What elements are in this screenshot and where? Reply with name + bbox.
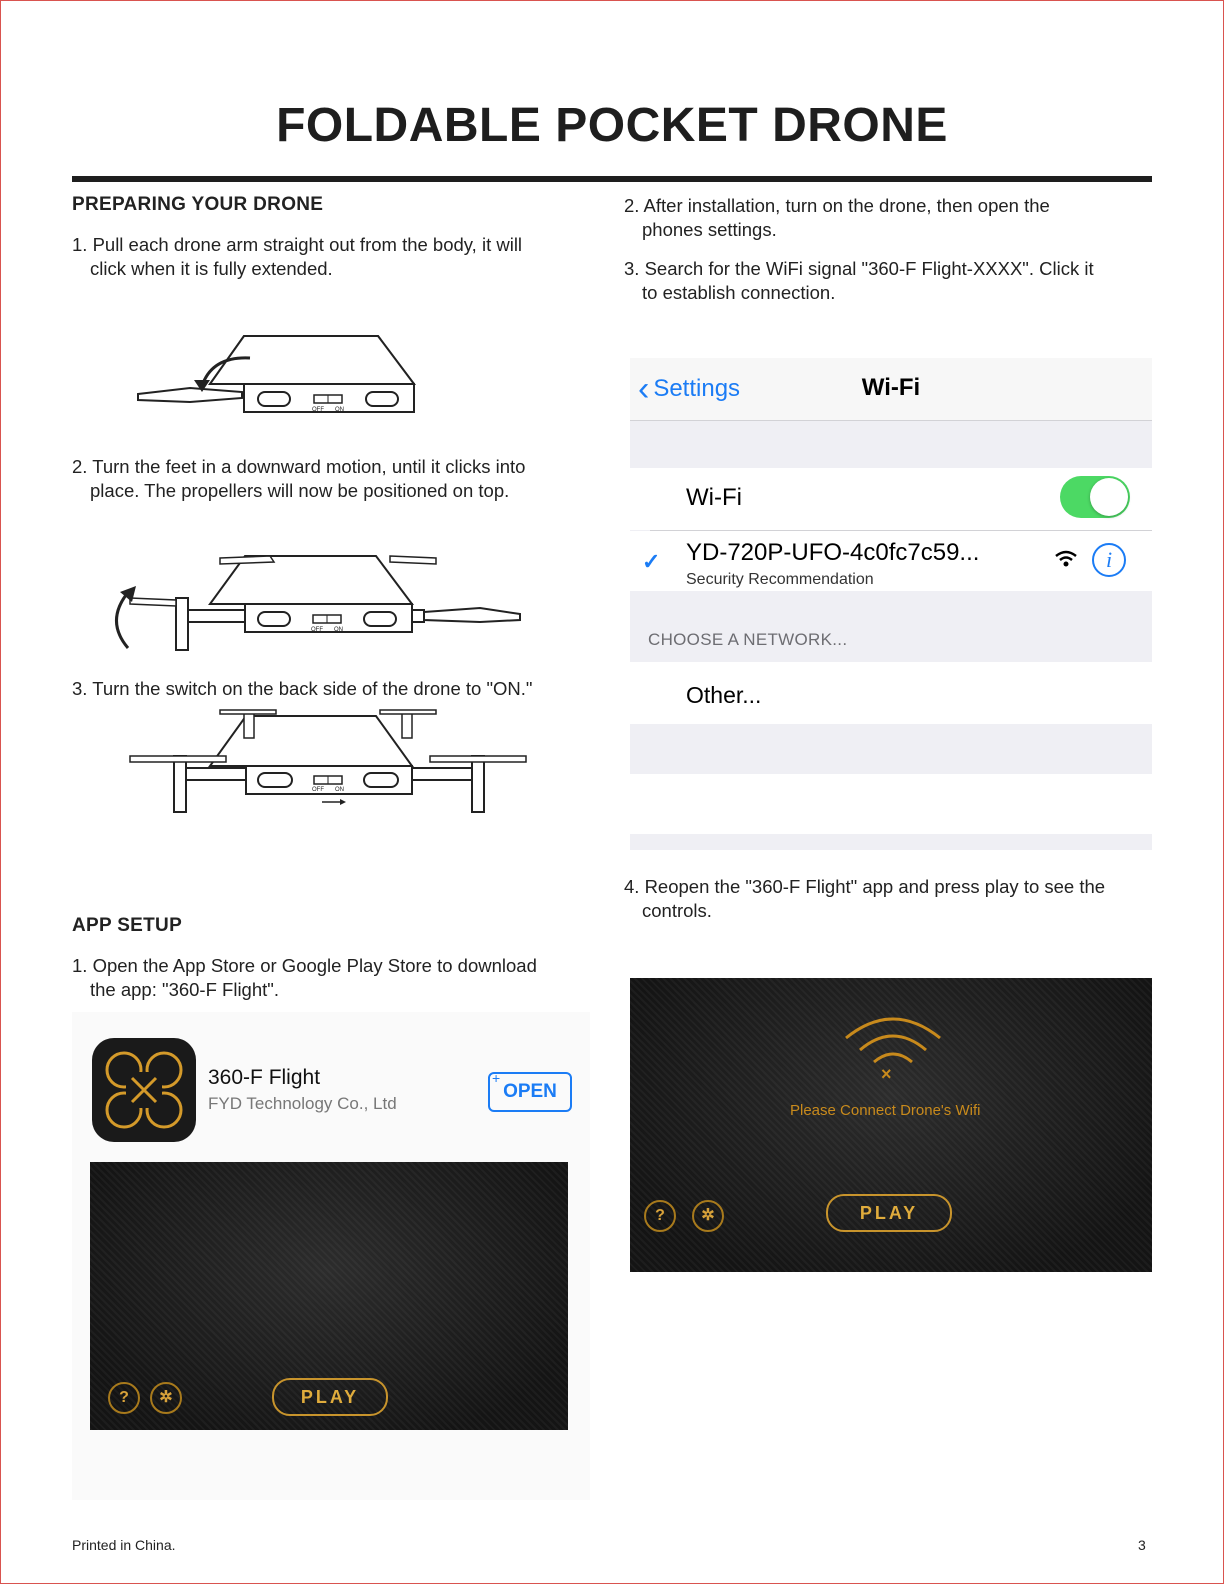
play-button-label: PLAY	[859, 1203, 919, 1223]
footer-printed: Printed in China.	[72, 1537, 176, 1553]
wifi-signal-icon	[1054, 549, 1078, 569]
info-icon[interactable]: i	[1092, 543, 1126, 577]
leg-left	[176, 598, 188, 650]
folded-arm	[138, 388, 242, 402]
ios-nav-bar	[630, 358, 1152, 421]
prep-step-2-line1: 2. Turn the feet in a downward motion, until it clicks into	[72, 456, 526, 477]
prep-step-1-line1: 1. Pull each drone arm straight out from the body, it will	[72, 234, 523, 255]
settings-back-label: Settings	[653, 375, 741, 402]
prep-step-1	[72, 233, 522, 281]
right-step-4-line1: 4. Reopen the "360-F Flight" app and press play to see the	[624, 876, 1106, 897]
open-button-label: OPEN	[503, 1081, 557, 1102]
prep-step-2	[72, 455, 525, 503]
connect-message: Please Connect Drone's Wifi	[790, 1102, 981, 1119]
help-icon[interactable]	[108, 1382, 140, 1414]
wifi-icon	[838, 1008, 948, 1068]
gear-icon[interactable]: ✲	[692, 1200, 724, 1232]
right-step-3-line2: to establish connection.	[642, 282, 836, 303]
drone-illustration-1	[130, 330, 430, 425]
app-developer: FYD Technology Co., Ltd	[208, 1094, 397, 1113]
switch-off-label: OFF	[312, 407, 324, 413]
switch-off-label: OFF	[312, 787, 324, 793]
app-name: 360-F Flight	[208, 1066, 321, 1089]
propeller	[130, 598, 176, 606]
right-step-2	[624, 194, 1050, 242]
right-step-2-line2: phones settings.	[642, 219, 777, 240]
app-icon[interactable]	[92, 1038, 196, 1142]
drone-light-right	[366, 392, 398, 406]
propeller	[220, 710, 276, 714]
propeller	[380, 710, 436, 714]
play-button-label: PLAY	[300, 1387, 360, 1407]
other-network-row[interactable]	[630, 662, 1152, 724]
switch-off-label: OFF	[311, 627, 323, 633]
switch-on-label: ON	[335, 407, 344, 413]
right-step-3	[624, 257, 1094, 305]
switch-on-label: ON	[334, 627, 343, 633]
wifi-toggle-label: Wi-Fi	[686, 484, 742, 511]
drone-logo-icon	[92, 1038, 196, 1142]
folded-arm	[424, 608, 520, 622]
propeller	[220, 556, 274, 564]
toggle-knob	[1090, 478, 1128, 516]
play-button[interactable]	[826, 1194, 952, 1232]
app-controls-screen	[630, 978, 1152, 1272]
open-button[interactable]	[488, 1072, 572, 1112]
drone-light-left	[258, 392, 290, 406]
page-title: FOLDABLE POCKET DRONE	[276, 99, 948, 152]
propeller	[130, 756, 226, 762]
drone-illustration-3	[126, 704, 536, 819]
app-step-1-line2: the app: "360-F Flight".	[90, 979, 279, 1000]
propeller	[430, 756, 526, 762]
blank-row	[630, 774, 1152, 834]
connected-network-row[interactable]	[630, 531, 1152, 591]
rotate-arrow	[116, 590, 130, 648]
drone-top	[210, 336, 414, 384]
propeller	[390, 556, 436, 564]
other-network-label: Other...	[686, 682, 762, 708]
wifi-toggle[interactable]	[1060, 476, 1130, 518]
checkmark-icon: ✓	[642, 549, 661, 574]
right-step-4	[624, 875, 1105, 923]
disconnected-x-icon: ×	[881, 1064, 892, 1084]
app-setup-heading: APP SETUP	[72, 915, 183, 936]
right-step-2-line1: 2. After installation, turn on the drone, then open the	[624, 195, 1050, 216]
prep-step-3	[72, 677, 532, 701]
help-icon-label: ?	[119, 1389, 129, 1406]
page-number: 3	[1138, 1537, 1146, 1553]
plus-icon: +	[492, 1070, 501, 1086]
arm-left	[188, 610, 245, 622]
prep-step-2-line2: place. The propellers will now be positioned on top.	[90, 480, 510, 501]
app-step-1-line1: 1. Open the App Store or Google Play Store to download	[72, 955, 537, 976]
play-button[interactable]	[272, 1378, 388, 1416]
choose-network-label: CHOOSE A NETWORK...	[648, 630, 848, 649]
app-step-1	[72, 954, 537, 1002]
switch-on-label: ON	[335, 787, 344, 793]
app-store-listing	[72, 1012, 590, 1500]
gear-icon[interactable]: ✲	[150, 1382, 182, 1414]
chevron-left-icon: ‹	[638, 370, 650, 408]
title-rule	[72, 176, 1152, 182]
wifi-toggle-row	[630, 468, 1152, 530]
help-icon-label: ?	[655, 1207, 665, 1224]
network-subtitle: Security Recommendation	[686, 571, 874, 588]
app-screenshot-preview	[90, 1162, 568, 1430]
help-icon[interactable]	[644, 1200, 676, 1232]
prep-step-3-line1: 3. Turn the switch on the back side of the drone to "ON."	[72, 678, 533, 699]
prep-step-1-line2: click when it is fully extended.	[90, 258, 333, 279]
ios-wifi-settings	[630, 358, 1152, 850]
preparing-heading: PREPARING YOUR DRONE	[72, 194, 324, 215]
ios-nav-title: Wi-Fi	[861, 374, 921, 401]
right-step-4-line2: controls.	[642, 900, 712, 921]
right-step-3-line1: 3. Search for the WiFi signal "360-F Flight-XXXX". Click it	[624, 258, 1094, 279]
network-name: YD-720P-UFO-4c0fc7c59...	[686, 539, 980, 566]
drone-illustration-2	[100, 550, 530, 660]
